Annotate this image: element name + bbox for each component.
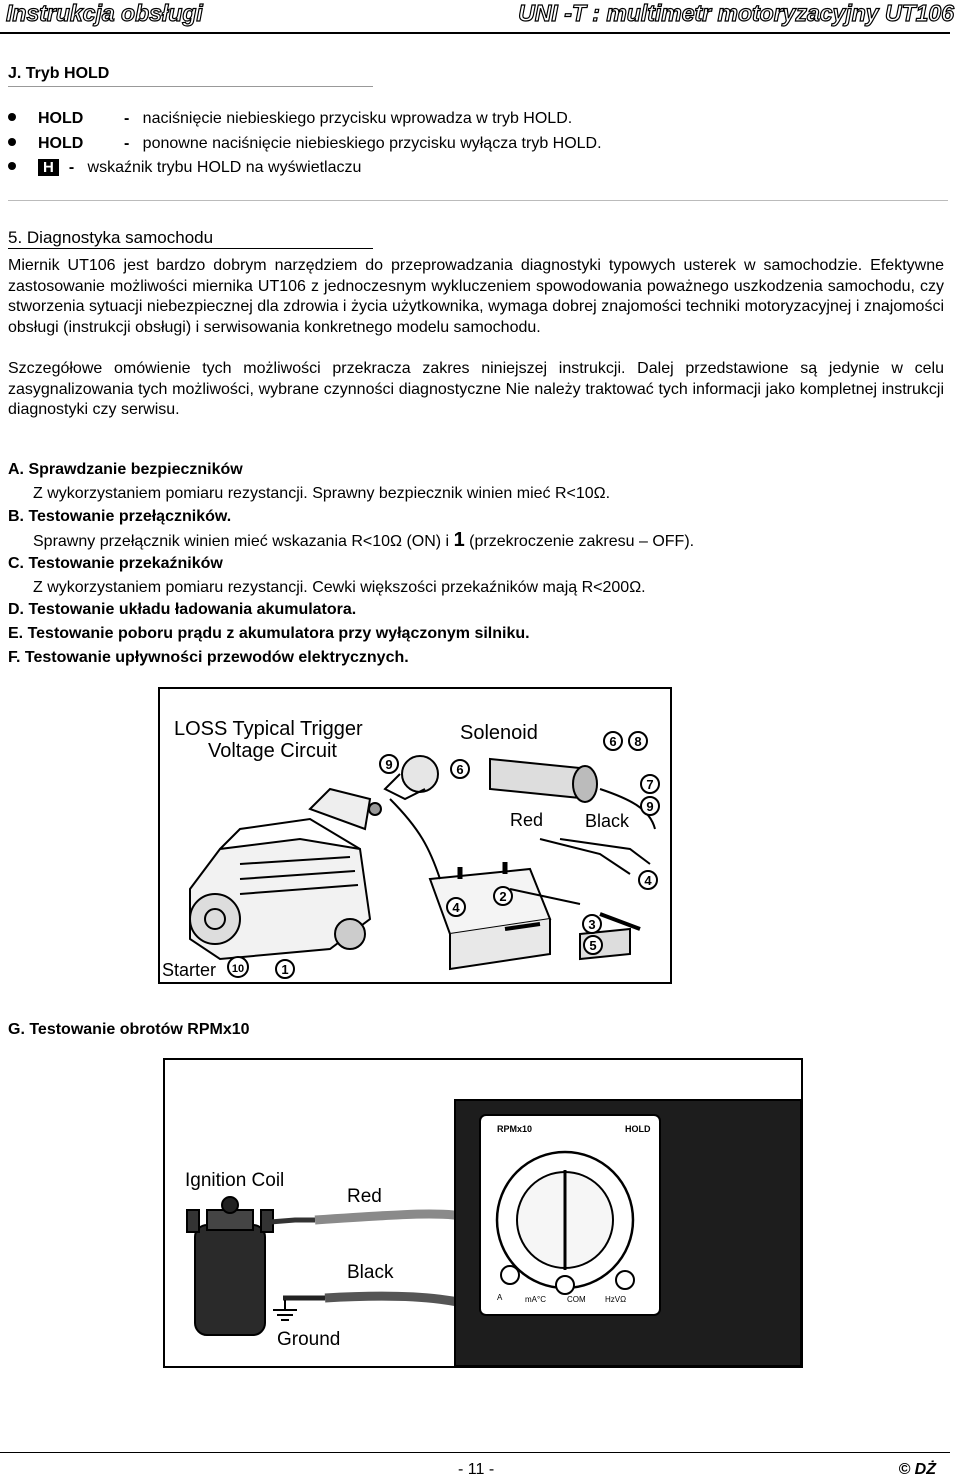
figure-rpm-test <box>163 1058 803 1368</box>
engine-icon <box>190 789 381 959</box>
ignition-coil-icon <box>187 1197 273 1335</box>
item-b-text: Sprawny przełącznik winien mieć wskazania R<10Ω (ON) i 1 (przekroczenie zakresu – OFF). <box>33 529 695 551</box>
bullet-text: wskaźnik trybu HOLD na wyświetlaczu <box>87 159 362 176</box>
footer-rule <box>0 1452 950 1453</box>
section-j-underline <box>8 86 373 87</box>
red-lead-label: Red <box>347 1186 382 1207</box>
trigger-circuit-diagram <box>160 689 670 982</box>
ma-jack-label: mA°C <box>525 1295 546 1304</box>
header-product-title: UNI -T : multimetr motoryzacyjny UT106 <box>518 0 954 26</box>
item-c-text: Z wykorzystaniem pomiaru rezystancji. Cewki większości przekaźników mają R<200Ω. <box>33 579 646 596</box>
bullet-text: naciśnięcie niebieskiego przycisku wprowadza w tryb HOLD. <box>142 110 573 127</box>
section-divider <box>8 200 948 201</box>
bullet-hold-off <box>8 135 602 153</box>
a-jack-label: A <box>497 1293 503 1302</box>
bullet-key: HOLD <box>38 110 84 127</box>
marker-9: 9 <box>385 757 393 772</box>
bullet-icon <box>8 138 16 146</box>
ground-label: Ground <box>277 1329 341 1350</box>
figure1-title-line1: LOSS Typical Trigger <box>174 718 363 740</box>
item-e-title: E. Testowanie poboru prądu z akumulatora przy wyłączonym silniku. <box>8 625 530 642</box>
header-rule <box>0 32 950 34</box>
figure-trigger-circuit <box>158 687 672 984</box>
marker-9b: 9 <box>646 799 654 814</box>
marker-4b: 4 <box>452 900 460 915</box>
bullet-hold-indicator <box>8 159 361 177</box>
figure1-red-label: Red <box>510 810 544 830</box>
marker-10: 10 <box>231 963 245 975</box>
figure1-black-label: Black <box>585 811 630 831</box>
marker-5: 5 <box>589 938 597 953</box>
bullet-text: ponowne naciśnięcie niebieskiego przycisku wyłącza tryb HOLD. <box>142 135 602 152</box>
bullet-sep: - <box>68 159 75 176</box>
item-g-title: G. Testowanie obrotów RPMx10 <box>8 1021 250 1038</box>
marker-6: 6 <box>609 734 617 749</box>
bullet-sep: - <box>124 135 130 152</box>
figure1-solenoid-label: Solenoid <box>460 722 538 744</box>
hold-label: HOLD <box>625 1124 651 1134</box>
item-c-title: C. Testowanie przekaźników <box>8 555 223 572</box>
section-5-paragraph-2: Szczegółowe omówienie tych możliwości przekracza zakres niniejszej instrukcji. Dalej przedstawione są jedynie w celu zasygnalizowania tych możliwości, wybrane czynności diagnostyczne Nie należy traktować tych informacji jako kompletnej instrukcji diagnostyki czy serwisu. <box>8 360 944 419</box>
bullet-icon <box>8 113 16 121</box>
section-5-title: 5. Diagnostyka samochodu <box>8 228 214 247</box>
item-a-text: Z wykorzystaniem pomiaru rezystancji. Sprawny bezpiecznik winien mieć R<10Ω. <box>33 485 611 502</box>
battery-icon <box>430 862 550 969</box>
item-f-title: F. Testowanie upływności przewodów elektrycznych. <box>8 649 409 666</box>
marker-3: 3 <box>588 917 596 932</box>
ignition-coil-label: Ignition Coil <box>185 1170 285 1191</box>
bullet-key: HOLD <box>38 135 84 152</box>
figure1-title-line2: Voltage Circuit <box>208 740 337 762</box>
header-doc-title: Instrukcja obsługi <box>6 0 203 26</box>
bullet-hold-on <box>8 110 572 128</box>
section-5-underline <box>8 248 373 249</box>
figure1-starter-label: Starter <box>162 960 217 980</box>
page-number: - 11 - <box>458 1461 495 1478</box>
multimeter-icon <box>455 1100 801 1366</box>
black-lead-label: Black <box>347 1262 394 1283</box>
item-a-title: A. Sprawdzanie bezpieczników <box>8 461 243 478</box>
marker-2: 2 <box>499 889 507 904</box>
com-jack-label: COM <box>567 1295 586 1304</box>
rpm-test-diagram <box>165 1060 801 1366</box>
bullet-icon <box>8 162 16 170</box>
marker-7: 7 <box>646 777 654 792</box>
marker-6b: 6 <box>456 762 464 777</box>
section-j-title: J. Tryb HOLD <box>8 65 110 82</box>
solenoid-icon <box>385 756 597 802</box>
item-b-title: B. Testowanie przełączników. <box>8 508 232 525</box>
marker-8: 8 <box>634 734 642 749</box>
marker-1: 1 <box>281 962 289 977</box>
footer-copyright: © DŻ <box>898 1461 936 1478</box>
section-5-paragraph-1: Miernik UT106 jest bardzo dobrym narzędziem do przeprowadzania diagnostyki typowych usterek w samochodzie. Efektywne zastosowanie możliwości miernika UT106 z jednoczesnym wykluczeniem spowodowania poważnego uszkodzenia samochodu, czy stworzenia sytuacji niebezpiecznej dla zdrowia i życia użytkownika, wymaga dobrej znajomości techniki motoryzacyjnej i znajomości obsługi (instrukcji obsługi) i serwisowania konkretnego modelu samochodu. <box>8 257 944 336</box>
overflow-indicator: 1 <box>453 529 465 551</box>
bullet-sep: - <box>124 110 130 127</box>
item-d-title: D. Testowanie układu ładowania akumulatora. <box>8 601 357 618</box>
marker-4: 4 <box>644 873 652 888</box>
hold-indicator-icon: H <box>38 159 59 176</box>
hz-jack-label: HzVΩ <box>605 1295 627 1304</box>
ground-icon <box>273 1300 297 1320</box>
rpm-label: RPMx10 <box>497 1124 533 1134</box>
